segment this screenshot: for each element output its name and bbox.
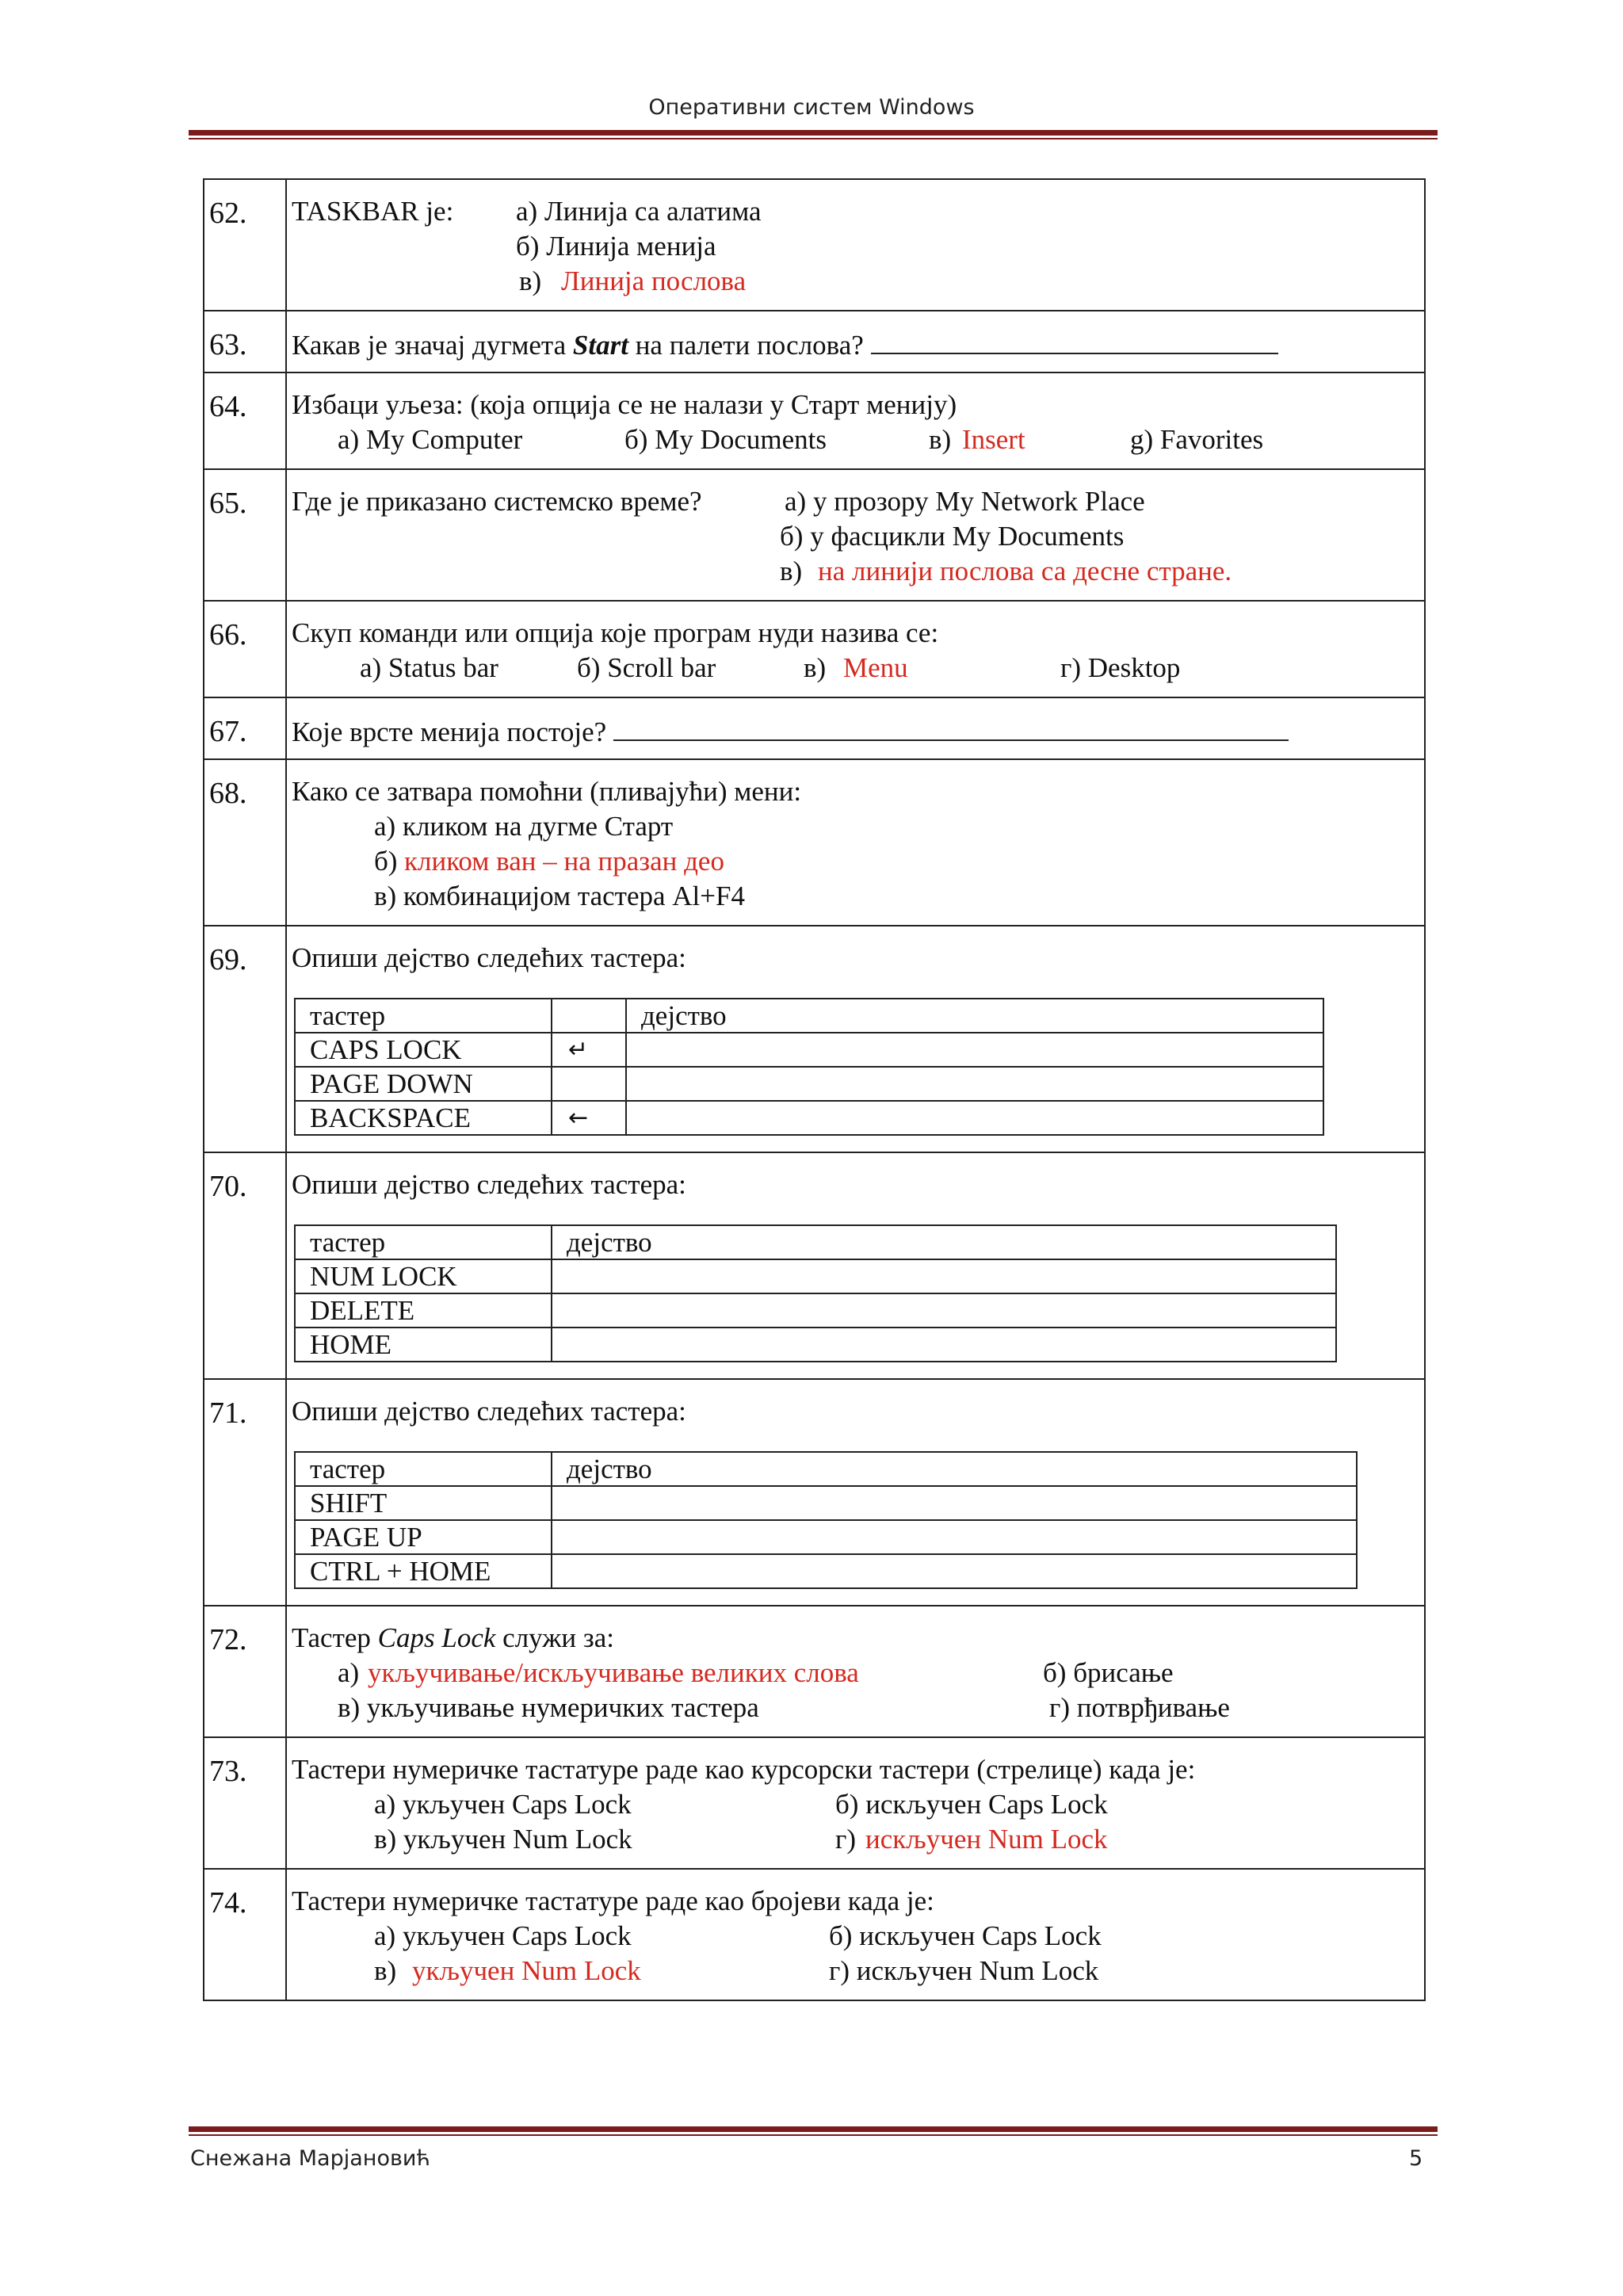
question-body (286, 372, 1425, 469)
question-text: Како се затвара помоћни (пливајући) мени: (292, 776, 802, 807)
header-key: тастер (295, 1452, 552, 1486)
question-body (286, 601, 1425, 697)
option-b-answer: кликом ван – на празан део (404, 846, 724, 877)
question-body (286, 469, 1425, 601)
question-row (204, 469, 1425, 601)
question-number: 65. (204, 469, 286, 601)
header-effect: дејство (626, 999, 1323, 1033)
footer-author: Снежана Марјановић (190, 2146, 431, 2171)
question-row (204, 759, 1425, 926)
question-number: 64. (204, 372, 286, 469)
option-c-label: в) (929, 424, 952, 455)
option-c-answer: Insert (962, 424, 1025, 455)
question-row (204, 1606, 1425, 1737)
option-a: а) Status bar (360, 652, 498, 683)
option-c-label: в) (519, 266, 542, 296)
key-effect-cell[interactable] (552, 1259, 1336, 1293)
question-text: Опиши дејство следећих тастера: (292, 942, 686, 973)
option-a: а) кликом на дугме Старт (374, 811, 674, 842)
key-effect-cell[interactable] (552, 1486, 1357, 1520)
option-c-answer: Menu (843, 652, 908, 683)
question-body (286, 1606, 1425, 1737)
question-text-emphasis: Caps Lock (377, 1622, 496, 1653)
key-name: CAPS LOCK (295, 1033, 552, 1067)
question-row (204, 311, 1425, 372)
key-name: NUM LOCK (295, 1259, 552, 1293)
question-row (204, 601, 1425, 697)
question-text: служи за: (495, 1622, 614, 1653)
question-text: Опиши дејство следећих тастера: (292, 1169, 686, 1200)
answer-blank[interactable] (613, 712, 1289, 741)
option-a: а) укључен Caps Lock (374, 1920, 632, 1951)
question-text: Које врсте менија постоје? (292, 716, 607, 747)
header-key: тастер (295, 999, 552, 1033)
option-c-answer: Линија послова (561, 266, 747, 296)
option-a: а) My Computer (338, 424, 523, 455)
option-a-label: а) (338, 1657, 360, 1688)
question-row (204, 179, 1425, 311)
question-body (286, 311, 1425, 372)
option-a-answer: укључивање/искључивање великих слова (368, 1657, 859, 1688)
question-row (204, 697, 1425, 759)
question-number: 62. (204, 179, 286, 311)
question-text: Избаци уљеза: (која опција се не налази у Старт менију) (292, 389, 957, 420)
question-number: 63. (204, 311, 286, 372)
key-name: PAGE DOWN (295, 1067, 552, 1101)
footer-rule-thin (189, 2134, 1438, 2136)
question-body (286, 1869, 1425, 2000)
key-row (295, 1486, 1357, 1520)
option-c-label: в) (804, 652, 827, 683)
question-text: Где је приказано системско време? (292, 486, 702, 517)
option-b: б) My Documents (624, 424, 827, 455)
option-b: б) брисање (1043, 1657, 1174, 1688)
question-text: Тастер (292, 1622, 378, 1653)
option-a: а) укључен Caps Lock (374, 1789, 632, 1820)
question-number: 67. (204, 697, 286, 759)
key-row (295, 1101, 1323, 1135)
question-text: Тастери нумеричке тастатуре раде као курсорски тастери (стрелице) када је: (292, 1754, 1196, 1785)
key-row (295, 1328, 1336, 1362)
option-c: в) комбинацијом тастера Al+F4 (374, 881, 745, 911)
question-body (286, 1152, 1425, 1379)
question-body (286, 759, 1425, 926)
key-row (295, 1293, 1336, 1328)
page-header-title: Оперативни систем Windows (648, 95, 975, 120)
key-effect-cell[interactable] (552, 1520, 1357, 1554)
key-table-header (295, 999, 1323, 1033)
key-table-header (295, 1225, 1336, 1259)
key-name: HOME (295, 1328, 552, 1362)
key-name: PAGE UP (295, 1520, 552, 1554)
key-table (294, 1451, 1358, 1589)
key-table-header (295, 1452, 1357, 1486)
option-c: в) укључен Num Lock (374, 1824, 632, 1855)
header-rule-thick (189, 130, 1438, 136)
key-table (294, 998, 1324, 1136)
question-number: 72. (204, 1606, 286, 1737)
key-effect-cell[interactable] (626, 1067, 1323, 1101)
option-a: а) у прозору My Network Place (785, 486, 1145, 517)
key-effect-cell[interactable] (552, 1328, 1336, 1362)
question-row (204, 372, 1425, 469)
question-text: TASKBAR je: (292, 196, 454, 227)
question-row (204, 926, 1425, 1152)
question-number: 71. (204, 1379, 286, 1606)
question-text: на палети послова? (628, 330, 864, 361)
option-d-label: г) (835, 1824, 857, 1855)
option-b-label: б) (374, 846, 398, 877)
left-arrow-icon: ← (552, 1101, 626, 1135)
option-b: б) искључен Caps Lock (835, 1789, 1108, 1820)
key-effect-cell[interactable] (552, 1293, 1336, 1328)
key-effect-cell[interactable] (626, 1101, 1323, 1135)
answer-blank[interactable] (871, 326, 1278, 354)
option-d: г) потврђивање (1049, 1692, 1230, 1723)
question-row (204, 1152, 1425, 1379)
option-b: б) Линија менија (516, 231, 716, 262)
option-d: г) искључен Num Lock (829, 1955, 1099, 1986)
header-key: тастер (295, 1225, 552, 1259)
option-c-answer: укључен Num Lock (412, 1955, 641, 1986)
page-number: 5 (1409, 2146, 1423, 2171)
key-name: CTRL + HOME (295, 1554, 552, 1588)
question-number: 70. (204, 1152, 286, 1379)
question-text-emphasis: Start (572, 330, 628, 361)
key-row (295, 1259, 1336, 1293)
key-effect-cell[interactable] (552, 1554, 1357, 1588)
question-text: Скуп команди или опција које програм нуди назива се: (292, 617, 939, 648)
option-c-label: в) (780, 556, 803, 586)
question-body (286, 1379, 1425, 1606)
question-body (286, 926, 1425, 1152)
question-text: Какав је значај дугмета (292, 330, 573, 361)
key-name: DELETE (295, 1293, 552, 1328)
key-row (295, 1520, 1357, 1554)
key-name: SHIFT (295, 1486, 552, 1520)
option-c-answer: на линији послова са десне стране. (818, 556, 1232, 586)
question-row (204, 1737, 1425, 1869)
header-effect: дејство (552, 1225, 1336, 1259)
question-number: 68. (204, 759, 286, 926)
option-b: б) искључен Caps Lock (829, 1920, 1102, 1951)
key-row (295, 1067, 1323, 1101)
option-d: г) Desktop (1060, 652, 1181, 683)
option-d-answer: искључен Num Lock (865, 1824, 1108, 1855)
question-body (286, 179, 1425, 311)
key-row (295, 1033, 1323, 1067)
key-row (295, 1554, 1357, 1588)
option-d: g) Favorites (1130, 424, 1264, 455)
key-name: BACKSPACE (295, 1101, 552, 1135)
header-rule-thin (189, 138, 1438, 139)
question-number: 69. (204, 926, 286, 1152)
question-number: 74. (204, 1869, 286, 2000)
question-body (286, 697, 1425, 759)
key-effect-cell[interactable] (626, 1033, 1323, 1067)
question-number: 73. (204, 1737, 286, 1869)
question-text: Тастери нумеричке тастатуре раде као бројеви када је: (292, 1885, 934, 1916)
question-row (204, 1869, 1425, 2000)
question-number: 66. (204, 601, 286, 697)
option-b: б) у фасцикли My Documents (780, 521, 1125, 552)
question-text: Опиши дејство следећих тастера: (292, 1396, 686, 1427)
option-c: в) укључивање нумеричких тастера (338, 1692, 759, 1723)
key-table (294, 1224, 1337, 1362)
question-row (204, 1379, 1425, 1606)
footer-rule-thick (189, 2126, 1438, 2132)
return-arrow-icon: ↵ (552, 1033, 626, 1067)
question-body (286, 1737, 1425, 1869)
questions-table (203, 178, 1426, 2001)
option-b: б) Scroll bar (577, 652, 716, 683)
header-effect: дејство (552, 1452, 1357, 1486)
option-a: а) Линија са алатима (516, 196, 762, 227)
option-c-label: в) (374, 1955, 397, 1986)
